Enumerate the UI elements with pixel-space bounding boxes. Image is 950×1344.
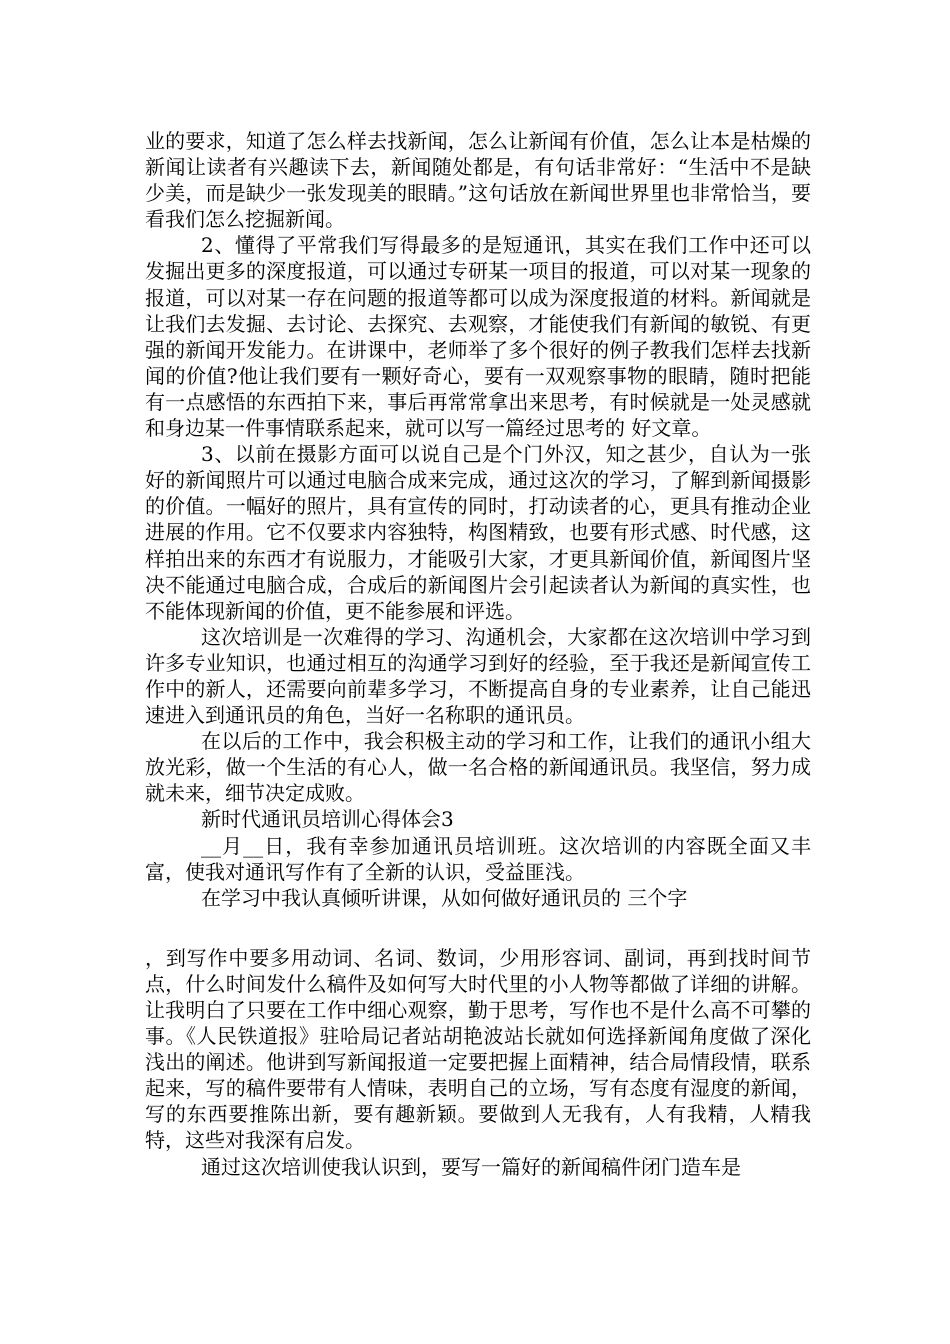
paragraph-1: 业的要求，知道了怎么样去找新闻，怎么让新闻有价值，怎么让本是枯燥的新闻让读者有兴趣读下去，新闻随处都是，有句话非常好：“生活中不是缺少美，而是缺少一张发现美的眼睛。”这句话放在新闻世界里也非常恰当，要看我们怎么挖掘新闻。 (145, 129, 811, 232)
paragraph-7: 在学习中我认真倾听讲课，从如何做好通讯员的 三个字 (201, 885, 688, 910)
section-heading: 新时代通讯员培训心得体会3 (201, 807, 454, 832)
document-body (145, 128, 811, 1180)
paragraph-4: 这次培训是一次难得的学习、沟通机会，大家都在这次培训中学习到许多专业知识，也通过相互的沟通学习到好的经验，至于我还是新闻宣传工作中的新人，还需要向前辈多学习，不断提高自身的专业素养，让自己能迅速进入到通讯员的角色，当好一名称职的通讯员。 (145, 624, 811, 728)
paragraph-8: ，到写作中要多用动词、名词、数词，少用形容词、副词，再到找时间节点，什么时间发什么稿件及如何写大时代里的小人物等都做了详细的讲解。让我明白了只要在工作中细心观察，勤于思考，写作也不是什么高不可攀的事。《人民铁道报》驻哈局记者站胡艳波站长就如何选择新闻角度做了深化浅出的阐述。他讲到写新闻报道一定要把握上面精神，结合局情段情，联系起来，写的稿件要带有人情味，表明自己的立场，写有态度有湿度的新闻，写的东西要推陈出新，要有趣新颖。要做到人无我有，人有我精，人精我特，这些对我深有启发。 (145, 945, 811, 1153)
paragraph-5: 在以后的工作中，我会积极主动的学习和工作，让我们的通讯小组大放光彩，做一个生活的有心人，做一名合格的新闻通讯员。我坚信，努力成就未来，细节决定成败。 (145, 729, 811, 806)
blank-gap (145, 911, 811, 945)
paragraph-9: 通过这次培训使我认识到，要写一篇好的新闻稿件闭门造车是 (201, 1154, 741, 1179)
paragraph-3: 3、以前在摄影方面可以说自己是个门外汉，知之甚少，自认为一张好的新闻照片可以通过电脑合成来完成，通过这次的学习，了解到新闻摄影的价值。一幅好的照片，具有宣传的同时，打动读者的心，更具有推动企业进展的作用。它不仅要求内容独特，构图精致，也要有形式感、时代感，这样拍出来的东西才有说服力，才能吸引大家，才更具新闻价值，新闻图片坚决不能通过电脑合成，合成后的新闻图片会引起读者认为新闻的真实性，也不能体现新闻的价值，更不能参展和评选。 (145, 442, 811, 623)
paragraph-2: 2、懂得了平常我们写得最多的是短通讯，其实在我们工作中还可以发掘出更多的深度报道，可以通过专研某一项目的报道，可以对某一现象的报道，可以对某一存在问题的报道等都可以成为深度报道的材料。新闻就是让我们去发掘、去讨论、去探究、去观察，才能使我们有新闻的敏锐、有更强的新闻开发能力。在讲课中，老师举了多个很好的例子教我们怎样去找新闻的价值?他让我们要有一颗好奇心，要有一双观察事物的眼睛，随时把能有一点感悟的东西拍下来，事后再常常拿出来思考，有时候就是一处灵感就和身边某一件事情联系起来，就可以写一篇经过思考的 好文章。 (145, 233, 811, 441)
paragraph-6: __月__日，我有幸参加通讯员培训班。这次培训的内容既全面又丰富，使我对通讯写作有了全新的认识，受益匪浅。 (145, 833, 811, 884)
